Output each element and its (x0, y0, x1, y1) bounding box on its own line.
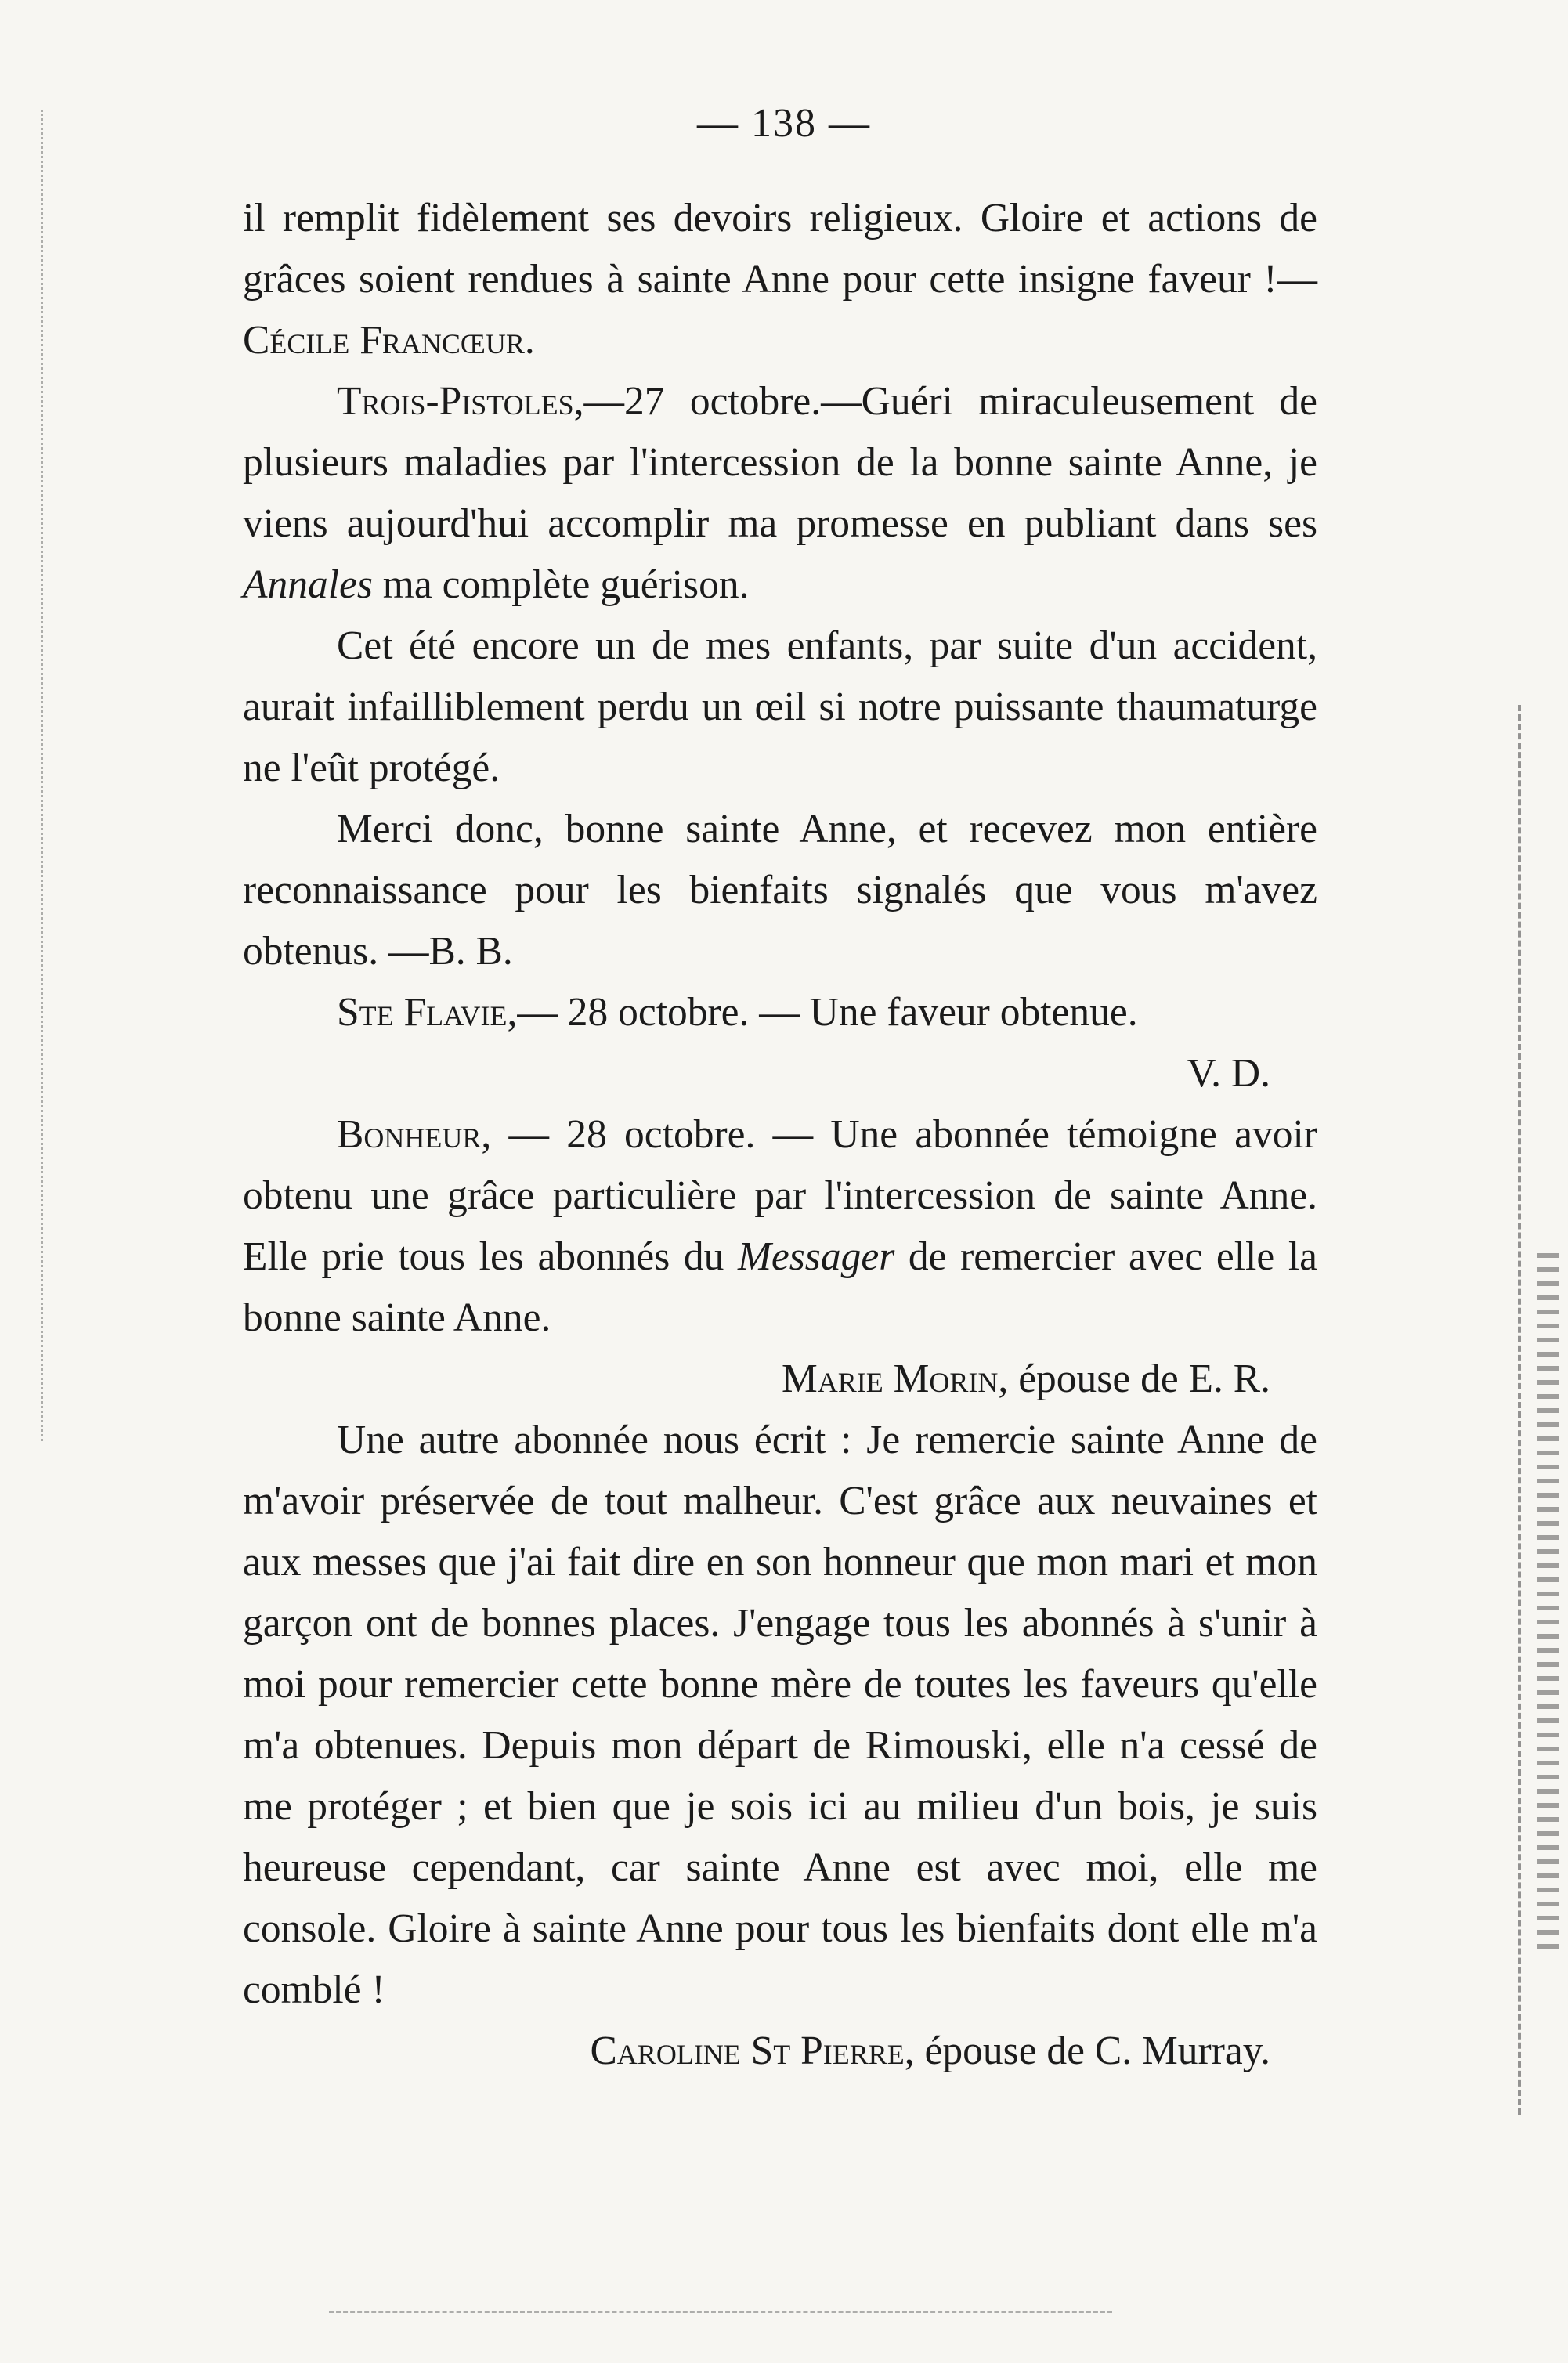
paragraph-2-text: —27 octobre.—Guéri miraculeusement de plusieurs maladies par l'intercession de la bonne sainte Anne, je viens aujourd'hui accomplir ma promesse en publiant dans ses (243, 379, 1317, 546)
signature-caroline-rest: épouse de C. Murray. (914, 2029, 1270, 2073)
scan-artifact-bottom (329, 2311, 1112, 2313)
paragraph-7: Une autre abonnée nous écrit : Je remercie sainte Anne de m'avoir préservée de tout malheur. C'est grâce aux neuvaines et aux messes que j'ai fait dire en son honneur que mon mari et mon garçon ont de bonnes places. J'engage tous les abonnés à s'unir à moi pour remercier cette bonne mère de toutes les faveurs qu'elle m'a obtenues. Depuis mon départ de Rimouski, elle n'a cessé de me protéger ; et bien que je sois ici au milieu d'un bois, je suis heureuse cependant, car sainte Anne est avec moi, elle me console. Gloire à sainte Anne pour tous les bienfaits dont elle m'a comblé ! (243, 1418, 1317, 2012)
paragraph-1-text: il remplit fidèlement ses devoirs religieux. Gloire et actions de grâces soient rendues à sainte Anne pour cette insigne faveur !— (243, 196, 1317, 302)
signature-vd: V. D. (1187, 1051, 1270, 1096)
scan-artifact-right-texture (1537, 1253, 1559, 1958)
paragraph-2-end: ma complète guérison. (372, 562, 750, 607)
place-ste-flavie: Ste Flavie, (337, 990, 518, 1035)
paragraph-1 (243, 188, 1317, 371)
paragraph-5-text: — 28 octobre. — Une faveur obtenue. (517, 990, 1138, 1035)
paragraph-6 (243, 1104, 1317, 1349)
paragraph-3: Cet été encore un de mes enfants, par suite d'un accident, aurait infailliblement perdu un œil si notre puissante thaumaturge ne l'eût protégé. (243, 623, 1317, 790)
body-text (243, 188, 1317, 2082)
paragraph-4: Merci donc, bonne sainte Anne, et recevez mon entière reconnaissance pour les bienfaits signalés que vous m'avez obtenus. —B. B. (243, 807, 1317, 974)
signature-marie-morin-rest: épouse de E. R. (1008, 1357, 1270, 1401)
paragraph-6-end: de remercier avec elle la bonne sainte Anne. (243, 1234, 1317, 1340)
paragraph-2 (243, 371, 1317, 616)
paragraph-5 (243, 982, 1317, 1043)
annales-title: Annales (243, 562, 373, 607)
signature-caroline (243, 2021, 1317, 2082)
scan-artifact-left (41, 110, 51, 1441)
place-trois-pistoles: Trois-Pistoles, (337, 379, 584, 424)
signature-marie-morin-name: Marie Morin, (781, 1357, 1009, 1401)
place-bonheur: Bonheur, (337, 1112, 492, 1157)
messager-title: Messager (738, 1234, 895, 1279)
page-number: — 138 — (697, 101, 871, 146)
signature-cecile: Cécile Francœur. (243, 318, 535, 363)
signature-caroline-name: Caroline St Pierre, (590, 2029, 915, 2073)
signature-marie-morin (243, 1349, 1317, 1410)
paragraph-6-text: — 28 octobre. — Une abonnée témoigne avoir obtenu une grâce particulière par l'intercession de sainte Anne. Elle prie tous les abonnés du (243, 1112, 1317, 1279)
